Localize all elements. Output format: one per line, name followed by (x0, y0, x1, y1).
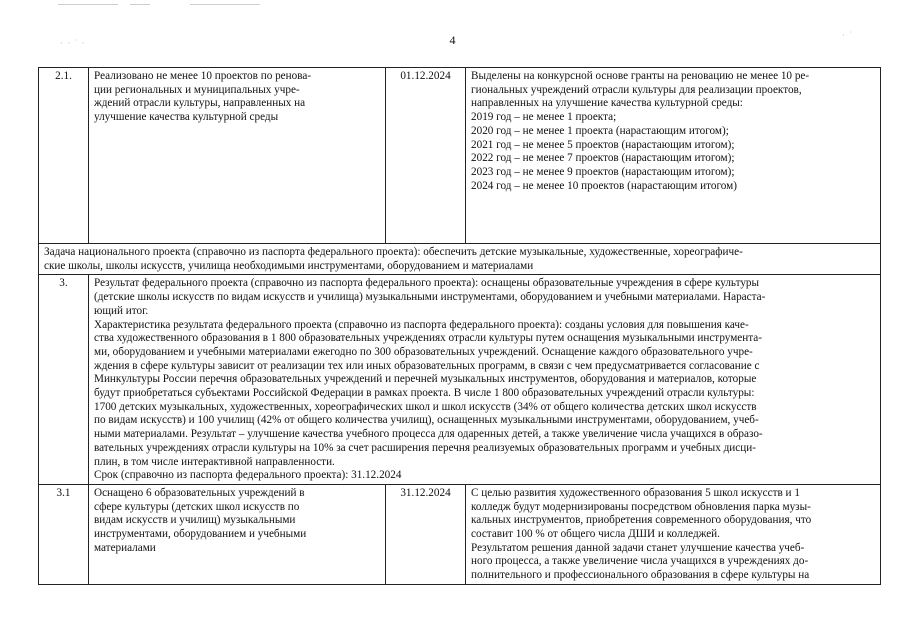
scan-speck: · · ˙ · (60, 38, 86, 48)
row-number-text: 2.1. (55, 70, 72, 82)
task-line: Задача национального проекта (справочно из паспорта федерального проекта): обеспечить детские музыкальные, художественные, хореографиче- (44, 246, 743, 258)
row-number (39, 68, 89, 244)
table-row (39, 484, 881, 584)
row-number (39, 275, 89, 485)
desc-line: кальных инструментов, приобретения современного оборудования, что (471, 514, 812, 527)
row-date (386, 68, 466, 244)
desc-line: гиональных учреждений отрасли культуры для реализации проектов, (471, 83, 802, 96)
result-line: Результат федерального проекта (справочно из паспорта федерального проекта): оснащены образовательные учреждения в сфере культуры (94, 277, 760, 290)
task-cell (39, 244, 881, 275)
top-edge-line (190, 4, 260, 5)
row-description-cell (466, 68, 881, 244)
title-line: улучшение качества культурной среды (94, 111, 279, 124)
result-line: 1700 детских музыкальных, художественных, хореографических школ и школ искусств (34% от общего количества детских школ искусств (94, 400, 757, 413)
title-line: видам искусств и училищ) музыкальными (94, 514, 296, 527)
title-line: сфере культуры (детских школ искусств по (94, 500, 300, 513)
result-line: Характеристика результата федерального проекта (справочно из паспорта федерального проекта): созданы условия для повышения каче- (94, 318, 749, 331)
row-title-cell (89, 68, 386, 244)
result-row (39, 275, 881, 485)
table-row (39, 68, 881, 244)
desc-line: полнительного и профессионального образования в сфере культуры на (471, 569, 810, 582)
desc-line: С целью развития художественного образования 5 школ искусств и 1 (471, 486, 800, 499)
date-text: 31.12.2024 (400, 486, 451, 499)
row-date (386, 484, 466, 584)
row-description-cell (466, 484, 881, 584)
result-line: ющий итог. (94, 304, 149, 317)
result-line: Минкультуры России перечня образовательных учреждений и перечней музыкальных инструментов, оборудования и материалов, которые (94, 373, 757, 386)
result-line: (детские школы искусств по видам искусств и училища) музыкальными инструментами, оборудованием и учебными материалами. Нараста- (94, 291, 766, 304)
result-line: ждения в сфере культуры зависит от реализации тех или иных образовательных программ, в связи с чем предусматривается согласование с (94, 359, 760, 372)
desc-line: составит 100 % от общего числа ДШИ и колледжей. (471, 528, 720, 541)
desc-line: 2020 год – не менее 1 проекта (нарастающим итогом); (471, 124, 729, 137)
row-number-text: 3.1 (56, 486, 71, 499)
title-line: материалами (94, 541, 156, 554)
desc-line: колледж будут модернизированы посредством обновления парка музы- (471, 500, 811, 513)
title-line: Реализовано не менее 10 проектов по ренова- (94, 70, 312, 82)
desc-line: 2022 год – не менее 7 проектов (нарастающим итогом); (471, 152, 735, 165)
desc-line: Выделены на конкурсной основе гранты на реновацию не менее 10 ре- (471, 70, 810, 82)
result-line: ми, оборудованием и учебными материалами ежегодно по 300 образовательных учреждений. Оснащение каждого образовательного учре- (94, 345, 753, 358)
desc-line: направленных на улучшение качества культурной среды: (471, 97, 743, 110)
desc-line: 2024 год – не менее 10 проектов (нарастающим итогом) (471, 179, 737, 192)
desc-line: 2021 год – не менее 5 проектов (нарастающим итогом); (471, 138, 735, 151)
row-number-text: 3. (59, 277, 68, 290)
title-line: Оснащено 6 образовательных учреждений в (94, 486, 305, 499)
desc-line: Результатом решения данной задачи станет улучшение качества учеб- (471, 541, 805, 554)
result-line: ными материалами. Результат – улучшение качества учебного процесса для одаренных детей, а также увеличение числа учащихся в образо- (94, 428, 763, 441)
document-table (38, 67, 881, 585)
scan-speck: · ˙ (842, 30, 854, 40)
task-row (39, 244, 881, 275)
result-cell (89, 275, 881, 485)
result-line: по видам искусств) и 100 училищ (42% от общего количества училищ), оснащенных музыкальными инструментами, оборудованием, учеб- (94, 414, 759, 427)
page-number: 4 (449, 33, 456, 47)
desc-line: 2019 год – не менее 1 проекта; (471, 111, 617, 124)
top-edge-line (58, 4, 118, 5)
result-line: Срок (справочно из паспорта федерального проекта): 31.12.2024 (94, 469, 402, 482)
row-number (39, 484, 89, 584)
date-text: 01.12.2024 (400, 70, 451, 82)
result-line: будут приобретаться субъектами Российской Федерации в рамках проекта. В числе 1 800 образовательных учреждений отрасли культуры: (94, 387, 755, 400)
desc-line: 2023 год – не менее 9 проектов (нарастающим итогом); (471, 165, 735, 178)
row-title-cell (89, 484, 386, 584)
result-line: плин, в том числе интерактивной направленности. (94, 455, 335, 468)
top-edge-line (130, 4, 150, 5)
title-line: ждений отрасли культуры, направленных на (94, 97, 306, 110)
title-line: инструментами, оборудованием и учебными (94, 528, 307, 541)
desc-line: ного процесса, а также увеличение числа учащихся в учреждениях до- (471, 555, 809, 568)
result-line: ства художественного образования в 1 800 образовательных учреждениях отрасли культуры путем оснащения музыкальными инструмента- (94, 332, 762, 345)
title-line: ции региональных и муниципальных учре- (94, 83, 300, 96)
result-line: вательных учреждениях отрасли культуры на 10% за счет расширения перечня реализуемых образовательных программ и учебных дисци- (94, 441, 756, 454)
task-line: ские школы, школы искусств, училища необходимыми инструментами, оборудованием и материалами (44, 259, 534, 272)
